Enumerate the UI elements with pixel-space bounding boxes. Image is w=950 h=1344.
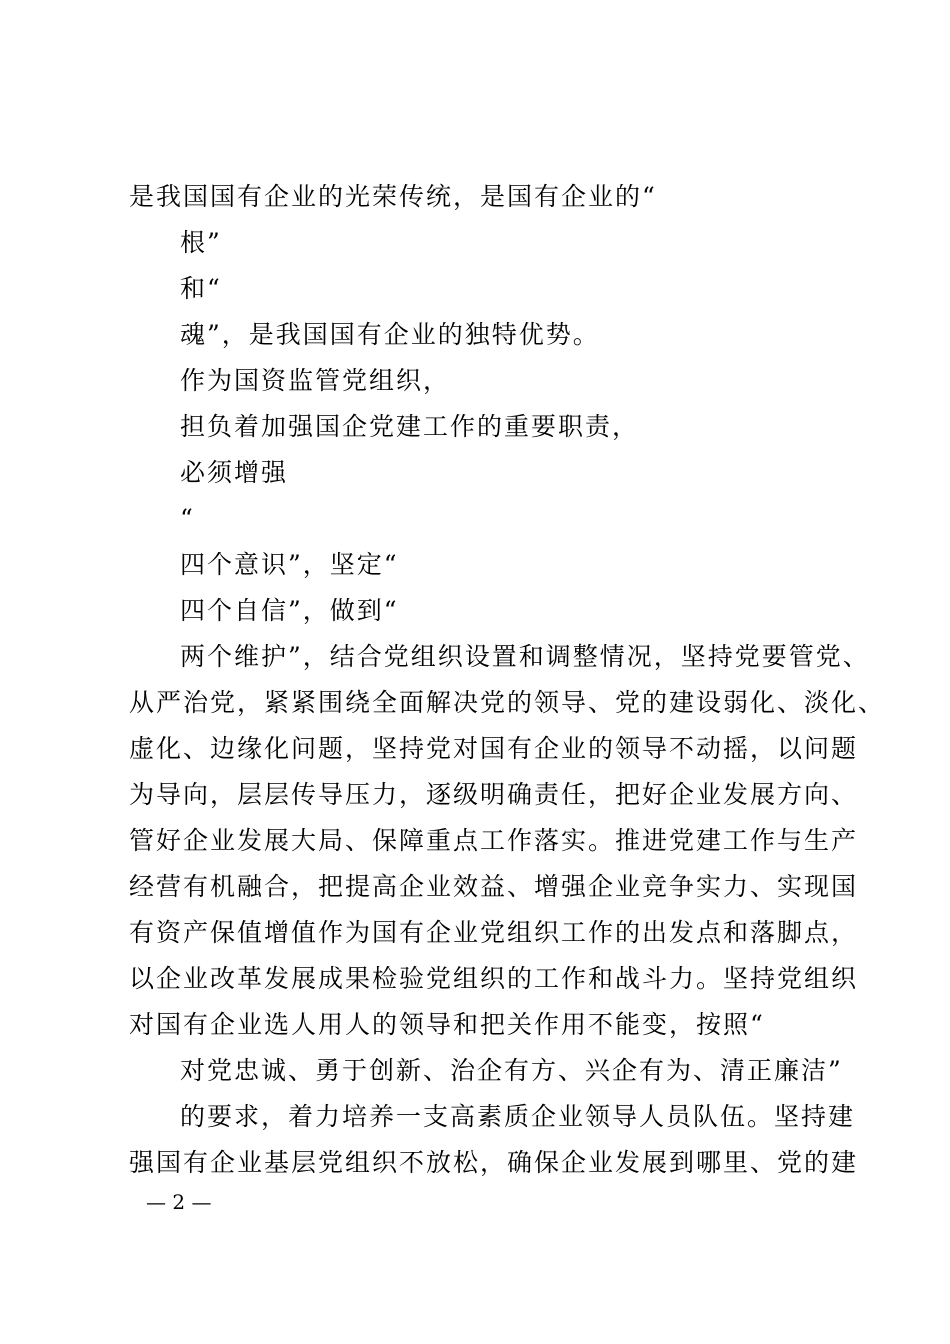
text-line-22: 强国有企业基层党组织不放松，确保企业发展到哪里、党的建 <box>129 1148 859 1177</box>
text-line-12: 从严治党，紧紧围绕全面解决党的领导、党的建设弱化、淡化、 <box>129 688 886 717</box>
text-line-16: 经营有机融合，把提高企业效益、增强企业竞争实力、实现国 <box>129 872 859 901</box>
text-line-4: 魂”，是我国国有企业的独特优势。 <box>180 320 600 349</box>
text-line-20: 对党忠诚、勇于创新、治企有方、兴企有为、清正廉洁” <box>180 1056 843 1085</box>
text-line-15: 管好企业发展大局、保障重点工作落实。推进党建工作与生产 <box>129 826 859 855</box>
text-line-7: 必须增强 <box>180 458 289 487</box>
text-line-10: 四个自信”，做到“ <box>180 596 399 625</box>
text-line-9: 四个意识”，坚定“ <box>180 550 399 579</box>
text-line-14: 为导向，层层传导压力，逐级明确责任，把好企业发展方向、 <box>129 780 859 809</box>
text-line-19: 对国有企业选人用人的领导和把关作用不能变，按照“ <box>129 1010 765 1039</box>
text-line-11: 两个维护”，结合党组织设置和调整情况，坚持党要管党、 <box>180 642 870 671</box>
page-number: — 2 — <box>146 1190 212 1214</box>
text-line-3: 和“ <box>180 274 222 303</box>
text-line-21: 的要求，着力培养一支高素质企业领导人员队伍。坚持建 <box>180 1102 856 1131</box>
text-line-2: 根” <box>180 228 222 257</box>
text-line-8: “ <box>180 504 195 533</box>
text-line-5: 作为国资监管党组织， <box>180 366 451 395</box>
text-line-18: 以企业改革发展成果检验党组织的工作和战斗力。坚持党组织 <box>129 964 859 993</box>
text-line-13: 虚化、边缘化问题，坚持党对国有企业的领导不动摇，以问题 <box>129 734 859 763</box>
text-line-6: 担负着加强国企党建工作的重要职责， <box>180 412 640 441</box>
text-line-1: 是我国国有企业的光荣传统，是国有企业的“ <box>129 182 657 211</box>
text-line-17: 有资产保值增值作为国有企业党组织工作的出发点和落脚点， <box>129 918 859 947</box>
